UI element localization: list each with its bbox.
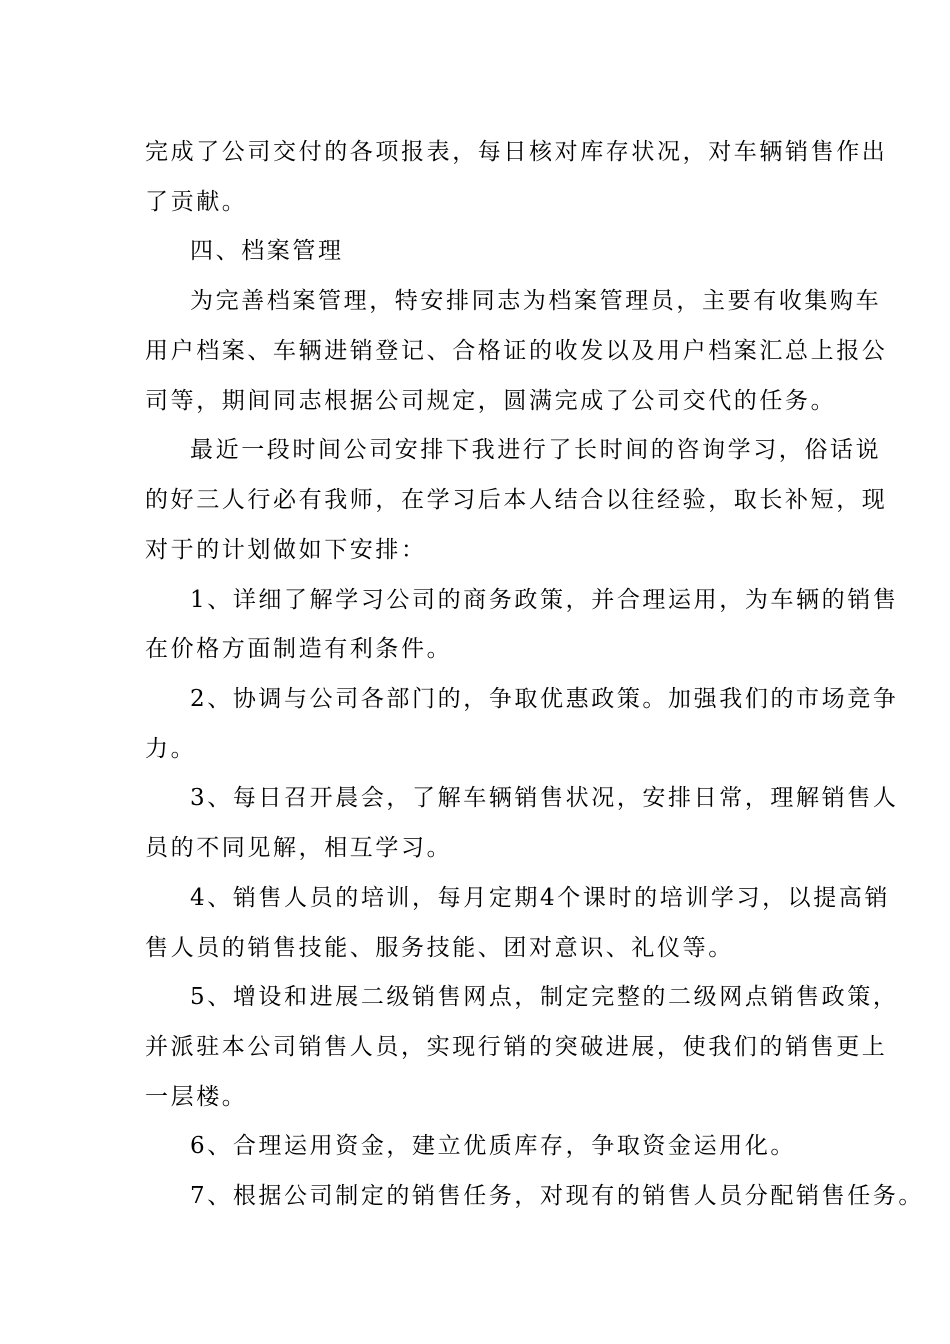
text-line: 的好三人行必有我师，在学习后本人结合以往经验，取长补短，现 [145, 487, 888, 513]
list-item-line: 5、增设和进展二级销售网点，制定完整的二级网点销售政策， [190, 984, 899, 1010]
text-line: 完成了公司交付的各项报表，每日核对库存状况，对车辆销售作出 [145, 139, 888, 165]
text-line: 了贡献。 [145, 189, 248, 215]
section-heading: 四、档案管理 [190, 238, 344, 264]
list-item-line: 7、根据公司制定的销售任务，对现有的销售人员分配销售任务。 [190, 1183, 925, 1209]
list-item-line: 1、详细了解学习公司的商务政策，并合理运用，为车辆的销售 [190, 587, 899, 613]
list-item-line: 3、每日召开晨会，了解车辆销售状况，安排日常，理解销售人 [190, 785, 899, 811]
text-line: 对于的计划做如下安排： [145, 537, 427, 563]
list-item-line: 并派驻本公司销售人员，实现行销的突破进展，使我们的销售更上 [145, 1034, 888, 1060]
list-item-line: 力。 [145, 736, 197, 762]
list-item-line: 售人员的销售技能、服务技能、团对意识、礼仪等。 [145, 935, 734, 961]
list-item-line: 6、合理运用资金，建立优质库存，争取资金运用化。 [190, 1133, 797, 1159]
list-item-line: 4、销售人员的培训，每月定期4个课时的培训学习，以提高销 [190, 885, 891, 911]
text-line: 为完善档案管理，特安排同志为档案管理员，主要有收集购车 [190, 288, 882, 314]
text-line: 司等，期间同志根据公司规定，圆满完成了公司交代的任务。 [145, 388, 837, 414]
text-line: 用户档案、车辆进销登记、合格证的收发以及用户档案汇总上报公 [145, 338, 888, 364]
list-item-line: 2、协调与公司各部门的，争取优惠政策。加强我们的市场竞争 [190, 686, 899, 712]
list-item-line: 一层楼。 [145, 1084, 248, 1110]
list-item-line: 在价格方面制造有利条件。 [145, 636, 453, 662]
text-line: 最近一段时间公司安排下我进行了长时间的咨询学习，俗话说 [190, 437, 882, 463]
list-item-line: 员的不同见解，相互学习。 [145, 835, 453, 861]
